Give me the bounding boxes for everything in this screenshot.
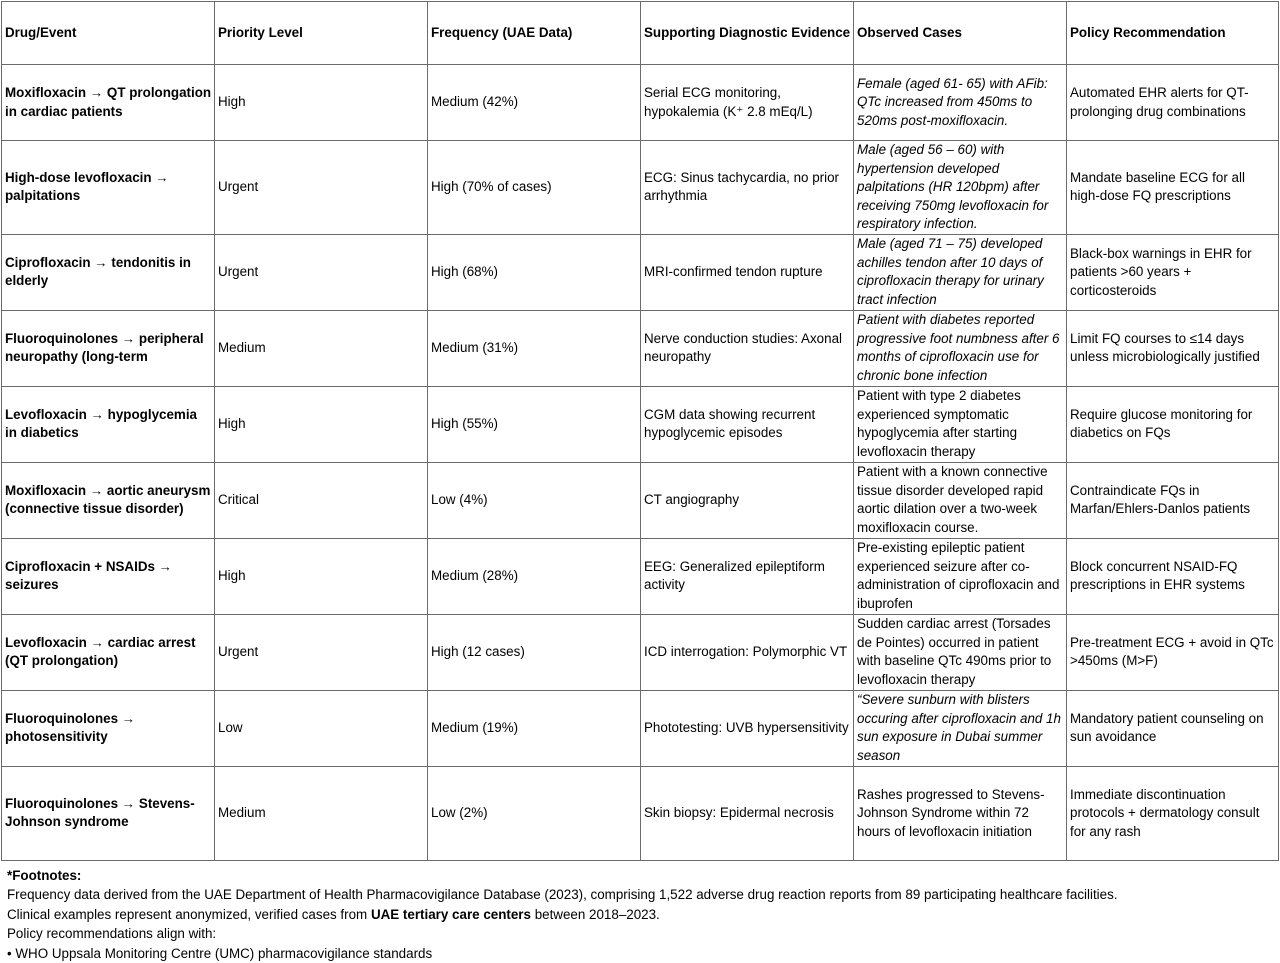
- cell-policy-recommendation: Mandate baseline ECG for all high-dose FQ prescriptions: [1067, 141, 1279, 235]
- cell-drug-event: Levofloxacin → hypoglycemia in diabetics: [2, 386, 215, 462]
- cell-policy-recommendation: Contraindicate FQs in Marfan/Ehlers-Danlos patients: [1067, 462, 1279, 538]
- cell-observed-cases: Male (aged 71 – 75) developed achilles tendon after 10 days of ciprofloxacin therapy for urinary tract infection: [854, 234, 1067, 310]
- cell-diagnostic-evidence: Serial ECG monitoring, hypokalemia (K⁺ 2.8 mEq/L): [641, 65, 854, 141]
- cell-observed-cases: Patient with type 2 diabetes experienced symptomatic hypoglycemia after starting levofloxacin therapy: [854, 386, 1067, 462]
- table-row: [2, 234, 1279, 310]
- cell-frequency: Medium (28%): [428, 538, 641, 614]
- footnote-policy-alignment: Policy recommendations align with:: [7, 926, 217, 942]
- cell-observed-cases: Male (aged 56 – 60) with hypertension developed palpitations (HR 120bpm) after receiving 750mg levofloxacin for respiratory infection.: [854, 141, 1067, 235]
- cell-priority-level: Medium: [215, 766, 428, 860]
- cell-diagnostic-evidence: CGM data showing recurrent hypoglycemic episodes: [641, 386, 854, 462]
- cell-priority-level: High: [215, 65, 428, 141]
- cell-diagnostic-evidence: Phototesting: UVB hypersensitivity: [641, 690, 854, 766]
- cell-diagnostic-evidence: Skin biopsy: Epidermal necrosis: [641, 766, 854, 860]
- cell-diagnostic-evidence: EEG: Generalized epileptiform activity: [641, 538, 854, 614]
- table-row: [2, 462, 1279, 538]
- table-header-row: [2, 2, 1279, 65]
- cell-diagnostic-evidence: ICD interrogation: Polymorphic VT: [641, 614, 854, 690]
- cell-drug-event: Moxifloxacin → QT prolongation in cardiac patients: [2, 65, 215, 141]
- table-row: [2, 614, 1279, 690]
- footnote-who-umc: • WHO Uppsala Monitoring Centre (UMC) pharmacovigilance standards: [7, 945, 433, 961]
- cell-drug-event: Fluoroquinolones → photosensitivity: [2, 690, 215, 766]
- header-frequency: Frequency (UAE Data): [428, 2, 641, 65]
- cell-diagnostic-evidence: CT angiography: [641, 462, 854, 538]
- cell-drug-event: Fluoroquinolones → peripheral neuropathy (long-term: [2, 310, 215, 386]
- cell-observed-cases: Patient with a known connective tissue disorder developed rapid aortic dilation over a two-week moxifloxacin course.: [854, 462, 1067, 538]
- cell-frequency: High (12 cases): [428, 614, 641, 690]
- cell-drug-event: Fluoroquinolones → Stevens-Johnson syndrome: [2, 766, 215, 860]
- header-drug-event: Drug/Event: [2, 2, 215, 65]
- footnotes-title: *Footnotes:: [7, 868, 82, 883]
- table-row: [2, 538, 1279, 614]
- cell-policy-recommendation: Black-box warnings in EHR for patients >60 years + corticosteroids: [1067, 234, 1279, 310]
- cell-observed-cases: Patient with diabetes reported progressive foot numbness after 6 months of ciprofloxacin use for chronic bone infection: [854, 310, 1067, 386]
- footnote-frequency-source: Frequency data derived from the UAE Department of Health Pharmacovigilance Database (2023), comprising 1,522 adverse drug reaction reports from 89 participating healthcare facilities.: [7, 887, 1118, 903]
- cell-diagnostic-evidence: MRI-confirmed tendon rupture: [641, 234, 854, 310]
- header-observed-cases: Observed Cases: [854, 2, 1067, 65]
- cell-policy-recommendation: Limit FQ courses to ≤14 days unless microbiologically justified: [1067, 310, 1279, 386]
- cell-frequency: High (68%): [428, 234, 641, 310]
- table-row: [2, 766, 1279, 860]
- cell-observed-cases: Pre-existing epileptic patient experienced seizure after co-administration of ciprofloxacin and ibuprofen: [854, 538, 1067, 614]
- cell-priority-level: High: [215, 386, 428, 462]
- cell-observed-cases: Sudden cardiac arrest (Torsades de Pointes) occurred in patient with baseline QTc 490ms prior to levofloxacin therapy: [854, 614, 1067, 690]
- cell-priority-level: Low: [215, 690, 428, 766]
- cell-frequency: Low (2%): [428, 766, 641, 860]
- cell-frequency: Medium (31%): [428, 310, 641, 386]
- header-priority-level: Priority Level: [215, 2, 428, 65]
- cell-frequency: Low (4%): [428, 462, 641, 538]
- table-row: [2, 310, 1279, 386]
- table-row: [2, 65, 1279, 141]
- cell-priority-level: Critical: [215, 462, 428, 538]
- cell-priority-level: Urgent: [215, 234, 428, 310]
- table-row: [2, 386, 1279, 462]
- cell-priority-level: Urgent: [215, 141, 428, 235]
- cell-observed-cases: “Severe sunburn with blisters occuring after ciprofloxacin and 1h sun exposure in Dubai summer season: [854, 690, 1067, 766]
- cell-policy-recommendation: Automated EHR alerts for QT-prolonging drug combinations: [1067, 65, 1279, 141]
- footnotes: [7, 866, 1273, 963]
- cell-frequency: High (55%): [428, 386, 641, 462]
- cell-diagnostic-evidence: Nerve conduction studies: Axonal neuropathy: [641, 310, 854, 386]
- footnote-clinical-text: Clinical examples represent anonymized, verified cases from: [7, 906, 371, 922]
- cell-frequency: Medium (42%): [428, 65, 641, 141]
- cell-drug-event: Ciprofloxacin → tendonitis in elderly: [2, 234, 215, 310]
- cell-priority-level: Medium: [215, 310, 428, 386]
- cell-observed-cases: Rashes progressed to Stevens-Johnson Syndrome within 72 hours of levofloxacin initiation: [854, 766, 1067, 860]
- footnote-clinical-examples: [7, 905, 1273, 924]
- cell-diagnostic-evidence: ECG: Sinus tachycardia, no prior arrhythmia: [641, 141, 854, 235]
- cell-observed-cases: Female (aged 61- 65) with AFib: QTc increased from 450ms to 520ms post-moxifloxacin.: [854, 65, 1067, 141]
- cell-priority-level: Urgent: [215, 614, 428, 690]
- cell-policy-recommendation: Pre-treatment ECG + avoid in QTc >450ms (M>F): [1067, 614, 1279, 690]
- cell-priority-level: High: [215, 538, 428, 614]
- cell-policy-recommendation: Immediate discontinuation protocols + dermatology consult for any rash: [1067, 766, 1279, 860]
- cell-drug-event: Moxifloxacin → aortic aneurysm (connective tissue disorder): [2, 462, 215, 538]
- footnote-clinical-years: between 2018–2023.: [530, 906, 660, 922]
- cell-policy-recommendation: Mandatory patient counseling on sun avoidance: [1067, 690, 1279, 766]
- cell-drug-event: Ciprofloxacin + NSAIDs → seizures: [2, 538, 215, 614]
- header-policy-recommendation: Policy Recommendation: [1067, 2, 1279, 65]
- footnote-clinical-bold: UAE tertiary care centers: [370, 906, 531, 922]
- cell-drug-event: High-dose levofloxacin → palpitations: [2, 141, 215, 235]
- adverse-events-table: [1, 1, 1279, 861]
- cell-frequency: High (70% of cases): [428, 141, 641, 235]
- cell-frequency: Medium (19%): [428, 690, 641, 766]
- table-row: [2, 690, 1279, 766]
- table-row: [2, 141, 1279, 235]
- cell-policy-recommendation: Require glucose monitoring for diabetics on FQs: [1067, 386, 1279, 462]
- cell-policy-recommendation: Block concurrent NSAID-FQ prescriptions in EHR systems: [1067, 538, 1279, 614]
- header-diagnostic-evidence: Supporting Diagnostic Evidence: [641, 2, 854, 65]
- cell-drug-event: Levofloxacin → cardiac arrest (QT prolongation): [2, 614, 215, 690]
